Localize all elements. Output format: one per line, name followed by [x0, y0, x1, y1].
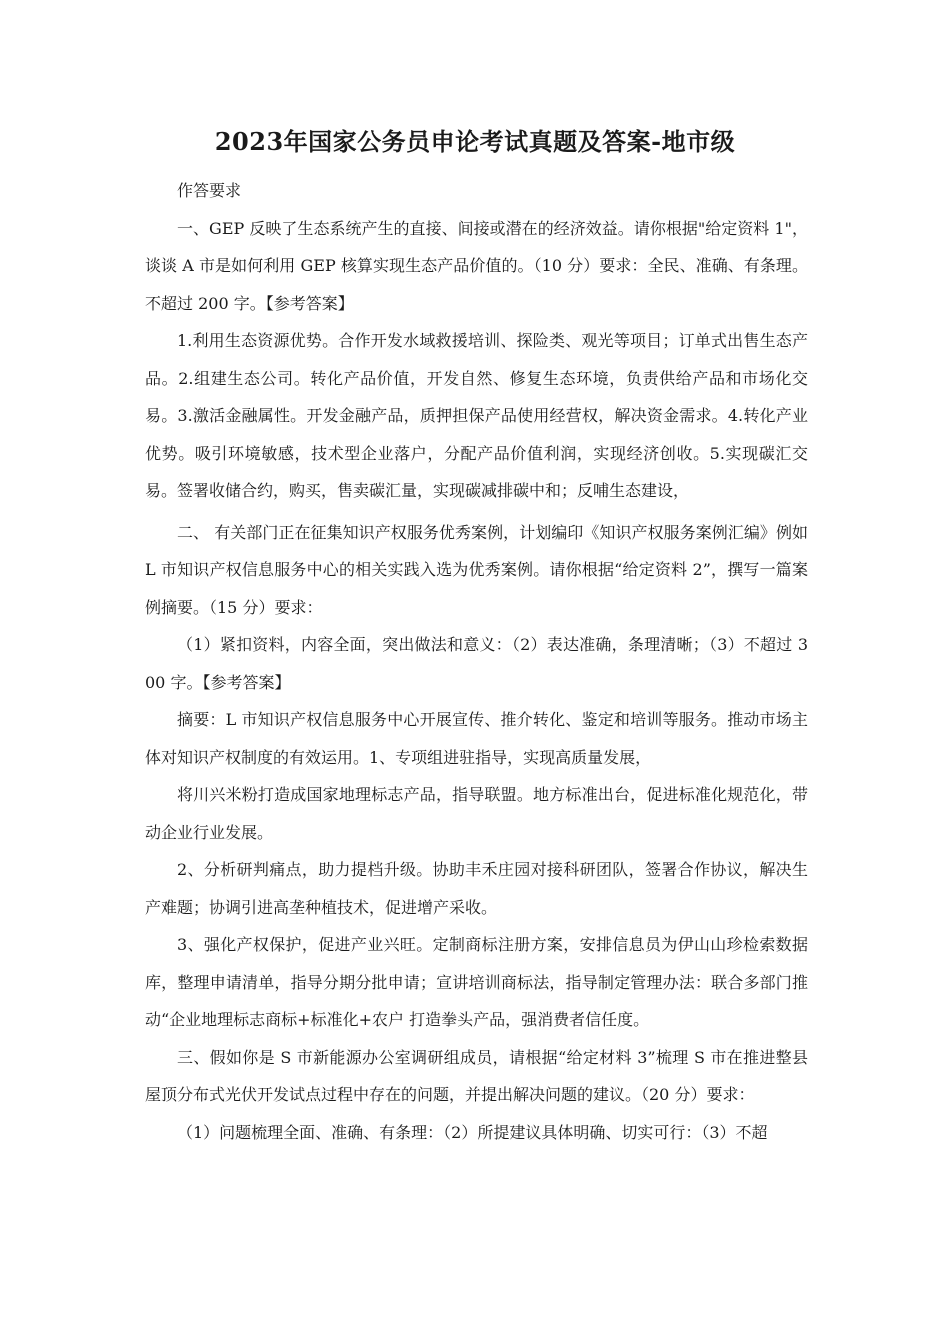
paragraph-question-3-requirements: （1）问题梳理全面、准确、有条理：（2）所提建议具体明确、切实可行：（3）不超: [177, 1122, 768, 1142]
paragraph-question-2-requirements: （1）紧扣资料，内容全面，突出做法和意义：（2）表达准确，条理清晰；（3）不超过 300 字。【参考答案】: [145, 635, 808, 692]
paragraph-question-3: 三、假如你是 S 市新能源办公室调研组成员，请根据“给定材料 3”梳理 S 市在推进整县屋顶分布式光伏开发试点过程中存在的问题，并提出解决问题的建议。（20 分）要求：: [145, 1047, 808, 1104]
paragraph-question-2: 二、 有关部门正在征集知识产权服务优秀案例，计划编印《知识产权服务案例汇编》例如 L 市知识产权信息服务中心的相关实践入选为优秀案例。请你根据“给定资料 2”，撰写一篇案例摘要。（15 分）要求：: [145, 522, 808, 617]
paragraph-answer-1: 1.利用生态资源优势。合作开发水域救援培训、探险类、观光等项目；订单式出售生态产品。2.组建生态公司。转化产品价值，开发自然、修复生态环境，负责供给产品和市场化交易。3.激活金融属性。开发金融产品，质押担保产品使用经营权，解决资金需求。4.转化产业优势。吸引环境敏感，技术型企业落户，分配产品价值利润，实现经济创收。5.实现碳汇交易。签署收储合约，购买，售卖碳汇量，实现碳减排碳中和；反哺生态建设，: [145, 331, 808, 500]
document-body: [145, 172, 808, 1151]
paragraph-question-1: 一、GEP 反映了生态系统产生的直接、间接或潜在的经济效益。请你根据"给定资料 1"，谈谈 A 市是如何利用 GEP 核算实现生态产品价值的。（10 分）要求：全民、准确、有条理。不超过 200 字。【参考答案】: [145, 218, 808, 313]
paragraph-answer-requirements: 作答要求: [177, 181, 242, 200]
paragraph-answer-2-point-3: 3、强化产权保护，促进产业兴旺。定制商标注册方案，安排信息员为伊山山珍检索数据库，整理申请清单，指导分期分批申请；宣讲培训商标法，指导制定管理办法：联合多部门推动“企业地理标志商标+标准化+农户 打造拳头产品，强消费者信任度。: [145, 935, 808, 1029]
paragraph-answer-2-point-1: 将川兴米粉打造成国家地理标志产品，指导联盟。地方标准出台，促进标准化规范化，带动企业行业发展。: [145, 785, 808, 842]
paragraph-answer-2-point-2: 2、分析研判痛点，助力提档升级。协助丰禾庄园对接科研团队，签署合作协议，解决生产难题；协调引进高垄种植技术，促进增产采收。: [145, 860, 808, 917]
paragraph-answer-2-summary: 摘要：L 市知识产权信息服务中心开展宣传、推介转化、鉴定和培训等服务。推动市场主体对知识产权制度的有效运用。1、专项组进驻指导，实现高质量发展，: [145, 710, 808, 767]
document-title: 2023年国家公务员申论考试真题及答案-地市级: [214, 127, 736, 156]
